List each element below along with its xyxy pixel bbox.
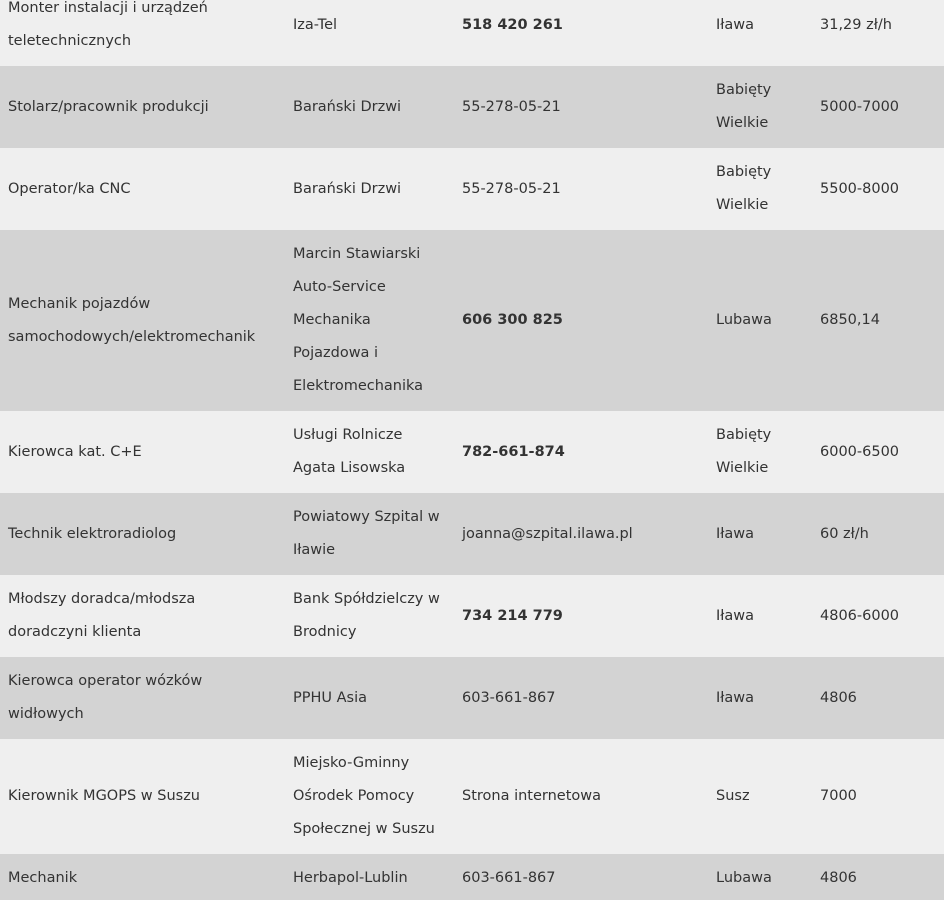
contact-info: 782-661-874 xyxy=(454,411,708,493)
city: Babięty Wielkie xyxy=(708,148,812,230)
salary: 5000-7000 xyxy=(812,66,944,148)
table-row xyxy=(0,411,944,493)
contact-info: 55-278-05-21 xyxy=(454,66,708,148)
job-position: Stolarz/pracownik produkcji xyxy=(0,66,285,148)
salary: 7000 xyxy=(812,739,944,854)
contact-info: 734 214 779 xyxy=(454,575,708,657)
contact-info: 606 300 825 xyxy=(454,230,708,411)
job-position: Kierowca operator wózków widłowych xyxy=(0,657,285,739)
city: Susz xyxy=(708,739,812,854)
table-row xyxy=(0,657,944,739)
job-position: Monter instalacji i urządzeń teletechnicznych xyxy=(0,0,285,66)
city: Babięty Wielkie xyxy=(708,66,812,148)
city: Iława xyxy=(708,0,812,66)
employer-name: Iza-Tel xyxy=(285,0,454,66)
salary: 60 zł/h xyxy=(812,493,944,575)
salary: 4806-6000 xyxy=(812,575,944,657)
city: Iława xyxy=(708,493,812,575)
employer-name: Miejsko-Gminny Ośrodek Pomocy Społecznej w Suszu xyxy=(285,739,454,854)
salary: 5500-8000 xyxy=(812,148,944,230)
table-row xyxy=(0,230,944,411)
salary: 6000-6500 xyxy=(812,411,944,493)
table-row xyxy=(0,0,944,66)
salary: 4806 xyxy=(812,657,944,739)
job-position: Kierownik MGOPS w Suszu xyxy=(0,739,285,854)
job-position: Mechanik pojazdów samochodowych/elektromechanik xyxy=(0,230,285,411)
contact-link[interactable]: Strona internetowa xyxy=(454,739,708,854)
city: Lubawa xyxy=(708,230,812,411)
salary: 31,29 zł/h xyxy=(812,0,944,66)
table-row xyxy=(0,575,944,657)
city: Iława xyxy=(708,575,812,657)
employer-name: Marcin Stawiarski Auto-Service Mechanika Pojazdowa i Elektromechanika xyxy=(285,230,454,411)
table-row xyxy=(0,66,944,148)
job-position: Operator/ka CNC xyxy=(0,148,285,230)
employer-name: Powiatowy Szpital w Iławie xyxy=(285,493,454,575)
employer-name: Usługi Rolnicze Agata Lisowska xyxy=(285,411,454,493)
city: Babięty Wielkie xyxy=(708,411,812,493)
city: Lubawa xyxy=(708,854,812,900)
contact-info: 603-661-867 xyxy=(454,657,708,739)
contact-email: joanna@szpital.ilawa.pl xyxy=(454,493,708,575)
employer-name: Bank Spółdzielczy w Brodnicy xyxy=(285,575,454,657)
employer-name: PPHU Asia xyxy=(285,657,454,739)
job-position: Mechanik xyxy=(0,854,285,900)
table-row xyxy=(0,148,944,230)
contact-info: 518 420 261 xyxy=(454,0,708,66)
city: Iława xyxy=(708,657,812,739)
contact-info: 55-278-05-21 xyxy=(454,148,708,230)
job-position: Kierowca kat. C+E xyxy=(0,411,285,493)
employer-name: Herbapol-Lublin xyxy=(285,854,454,900)
employer-name: Barański Drzwi xyxy=(285,148,454,230)
employer-name: Barański Drzwi xyxy=(285,66,454,148)
salary: 6850,14 xyxy=(812,230,944,411)
table-row xyxy=(0,739,944,854)
job-position: Technik elektroradiolog xyxy=(0,493,285,575)
table-row xyxy=(0,493,944,575)
table-row xyxy=(0,854,944,900)
contact-info: 603-661-867 xyxy=(454,854,708,900)
job-position: Młodszy doradca/młodsza doradczyni klienta xyxy=(0,575,285,657)
salary: 4806 xyxy=(812,854,944,900)
